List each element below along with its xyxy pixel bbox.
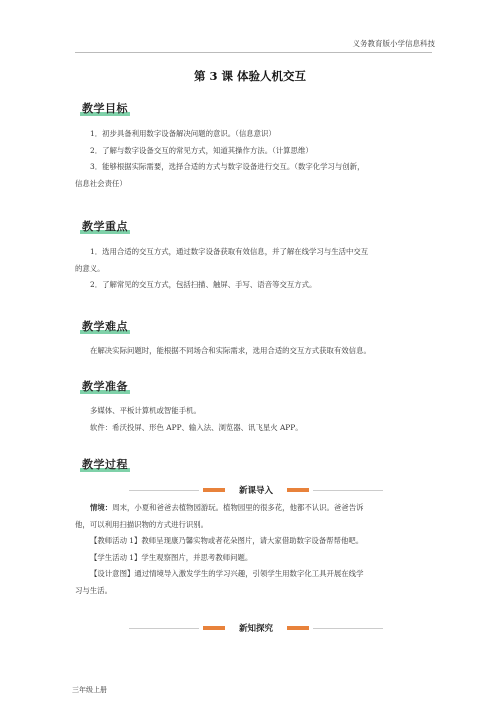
goal-item: 1．初步具备利用数字设备解决问题的意识。（信息意识） — [90, 129, 276, 138]
header-text: 义务教育版小学信息科技 — [352, 39, 435, 48]
orange-dash — [287, 488, 309, 492]
subheading-bar-intro — [75, 482, 437, 498]
section-heading-key: 教学重点 — [82, 220, 128, 233]
key-item: 的意义。 — [75, 263, 105, 273]
situation-label: 情境： — [90, 503, 113, 512]
prep-text — [75, 403, 437, 436]
footer-text: 三年级上册 — [72, 686, 107, 694]
section-heading-difficult: 教学难点 — [82, 320, 128, 333]
key-text — [75, 244, 437, 294]
subheading-bar-explore — [75, 620, 437, 636]
process-text — [75, 500, 437, 599]
orange-dash — [203, 488, 225, 492]
student-activity: 【学生活动 1】学生观察图片，并思考教师问题。 — [90, 552, 253, 562]
subheading-explore: 新知探究 — [238, 624, 273, 634]
goal-item: 3．能够根据实际需要，选择合适的方式与数字设备进行交互。（数字化学习与创新， — [90, 162, 365, 171]
prep-item: 软件：希沃投屏、形色 APP、输入法、浏览器、讯飞星火 APP。 — [90, 422, 303, 432]
goals-text — [75, 126, 437, 192]
header-rule — [75, 52, 432, 53]
section-heading-goals: 教学目标 — [82, 102, 128, 115]
section-heading-process: 教学过程 — [82, 458, 128, 471]
design-intent: 【设计意图】通过情境导入激发学生的学习兴趣，引领学生用数字化工具开展在线学 — [90, 569, 364, 578]
orange-dash — [287, 626, 309, 630]
page-title: 第 3 课 体验人机交互 — [193, 69, 306, 83]
subheading-intro: 新课导入 — [238, 486, 273, 496]
situation-text: 周末，小夏和爸爸去植物园游玩。植物园里的很多花，他都不认识。爸爸告诉 — [112, 503, 364, 512]
goal-item: 2．了解与数字设备交互的常见方式，知道其操作方法。（计算思维） — [90, 145, 313, 155]
section-heading-prep: 教学准备 — [82, 380, 128, 393]
goal-item: 信息社会责任） — [75, 178, 127, 188]
teacher-activity: 【教师活动 1】教师呈现康乃馨实物或者花朵图片，请大家借助数字设备帮帮他吧。 — [90, 536, 364, 545]
key-item: 2．了解常见的交互方式，包括扫描、触屏、手写、语音等交互方式。 — [90, 280, 317, 289]
design-intent-2: 习与生活。 — [75, 585, 112, 595]
difficult-item: 在解决实际问题时，能根据不同场合和实际需求，选用合适的交互方式获取有效信息。 — [90, 346, 371, 355]
situation-line — [75, 500, 437, 517]
situation-line-2: 他，可以利用扫描识物的方式进行识别。 — [75, 519, 209, 529]
key-item: 1．选用合适的交互方式，通过数字设备获取有效信息，并了解在线学习与生活中交互 — [90, 247, 369, 256]
orange-dash — [203, 626, 225, 630]
difficult-text — [75, 343, 437, 360]
prep-item: 多媒体、平板计算机或智能手机。 — [90, 406, 201, 415]
